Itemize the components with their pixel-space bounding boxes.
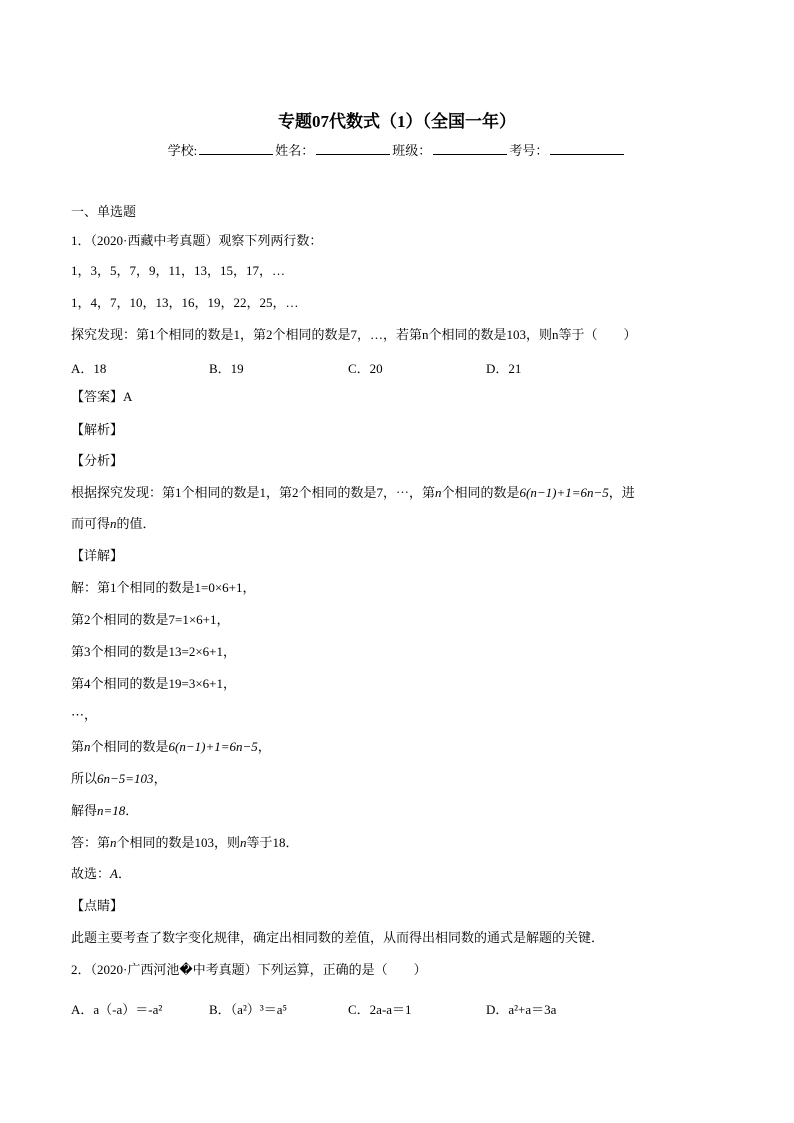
- step3-text: 第3个相同的数是: [71, 644, 169, 659]
- final-text-c: 等于18．: [246, 835, 299, 850]
- school-label: 学校:: [167, 143, 198, 158]
- stepn-formula: 6(n−1)+1=6n−5: [168, 739, 258, 754]
- q1-fenxi-heading: 【分析】: [71, 453, 124, 468]
- q1-step4: [71, 676, 236, 692]
- choose-value: A: [110, 866, 118, 881]
- analysis2-text-a: 而可得: [71, 516, 111, 531]
- student-info-line: [0, 140, 794, 159]
- q1-option-b: B．19: [209, 361, 244, 376]
- analysis2-text-b: 的值．: [116, 516, 156, 531]
- solve-text: 解得: [71, 803, 98, 818]
- q2-option-a: A．a（-a）＝-a²: [71, 1002, 163, 1017]
- so-formula: 6n−5=103: [97, 771, 154, 786]
- step1-text: 解：第1个相同的数是: [71, 580, 195, 595]
- analysis2-n: n: [110, 516, 117, 531]
- q1-summary: 此题主要考查了数字变化规律，确定出相同数的差值，从而得出相同数的通式是解题的关键．: [71, 930, 605, 945]
- step4-comma: ，: [223, 676, 237, 691]
- q1-step-dots: ⋯，: [71, 707, 98, 722]
- analysis1-text-b: 个相同的数是: [441, 485, 520, 500]
- q1-analysis-line1: [71, 485, 635, 501]
- analysis1-text-a: 根据探究发现：第1个相同的数是1，第2个相同的数是7，⋯，第: [71, 485, 436, 500]
- page-title: 专题07代数式（1）（全国一年）: [278, 112, 516, 131]
- stepn-comma: ，: [257, 739, 271, 754]
- q1-choose: [71, 866, 131, 882]
- q1-question: 探究发现：第1个相同的数是1，第2个相同的数是7，…，若第n个相同的数是103，则n等于（ ）: [71, 327, 637, 342]
- solve-formula: n=18: [97, 803, 126, 818]
- step3-comma: ，: [223, 644, 237, 659]
- q2-option-b: B．（a²）³＝a⁵: [209, 1002, 288, 1017]
- id-blank: [550, 142, 624, 155]
- step4-formula: 19=3×6+1: [168, 676, 224, 691]
- q1-final-answer: [71, 835, 299, 851]
- name-label: 姓名：: [275, 143, 315, 158]
- q1-analysis-line2: [71, 516, 156, 532]
- solve-period: ．: [125, 803, 139, 818]
- q1-step-solve: [71, 803, 138, 819]
- step3-formula: 13=2×6+1: [168, 644, 224, 659]
- q1-dianjing-heading: 【点睛】: [71, 898, 124, 913]
- q1-option-c: C．20: [348, 361, 383, 376]
- step1-formula: 1=0×6+1: [194, 580, 243, 595]
- q1-xiangjie-heading: 【详解】: [71, 548, 124, 563]
- school-blank: [199, 142, 273, 155]
- q1-answer: 【答案】A: [71, 389, 133, 404]
- q1-row2: 1，4，7，10，13，16，19，22，25，…: [71, 295, 299, 310]
- stepn-text-a: 第: [71, 739, 85, 754]
- choose-period: ．: [117, 866, 131, 881]
- q1-option-d: D．21: [486, 361, 522, 376]
- so-text: 所以: [71, 771, 98, 786]
- step1-comma: ，: [242, 580, 256, 595]
- q1-stem: 1．（2020·西藏中考真题）观察下列两行数：: [71, 233, 323, 248]
- step2-formula: 7=1×6+1: [168, 612, 217, 627]
- q1-step-n: [71, 739, 271, 755]
- class-label: 班级：: [392, 143, 432, 158]
- q1-option-a: A．18: [71, 361, 107, 376]
- final-text-a: 答：第: [71, 835, 111, 850]
- stepn-text-b: 个相同的数是: [90, 739, 169, 754]
- analysis1-n: n: [435, 485, 442, 500]
- q2-option-c: C．2a-a＝1: [348, 1002, 412, 1017]
- final-n1: n: [110, 835, 117, 850]
- q1-row1: 1，3，5，7，9，11，13，15，17，…: [71, 263, 286, 278]
- so-comma: ，: [153, 771, 167, 786]
- q2-option-d: D．a²+a＝3a: [486, 1002, 557, 1017]
- q1-step2: [71, 612, 230, 628]
- q1-step1: [71, 580, 256, 596]
- q2-stem: 2．（2020·广西河池�中考真题）下列运算，正确的是（ ）: [71, 962, 427, 977]
- section-heading: 一、单选题: [71, 204, 137, 219]
- final-text-b: 个相同的数是103，则: [116, 835, 241, 850]
- id-label: 考号：: [509, 143, 549, 158]
- class-blank: [433, 142, 507, 155]
- analysis1-formula: 6(n−1)+1=6n−5: [519, 485, 609, 500]
- q1-step-so: [71, 771, 167, 787]
- step2-comma: ，: [216, 612, 230, 627]
- stepn-n: n: [84, 739, 91, 754]
- choose-text: 故选：: [71, 866, 111, 881]
- q1-step3: [71, 644, 236, 660]
- step4-text: 第4个相同的数是: [71, 676, 169, 691]
- q1-jiexi-heading: 【解析】: [71, 422, 124, 437]
- name-blank: [316, 142, 390, 155]
- step2-text: 第2个相同的数是: [71, 612, 169, 627]
- analysis1-text-c: ，进: [608, 485, 635, 500]
- final-n2: n: [240, 835, 247, 850]
